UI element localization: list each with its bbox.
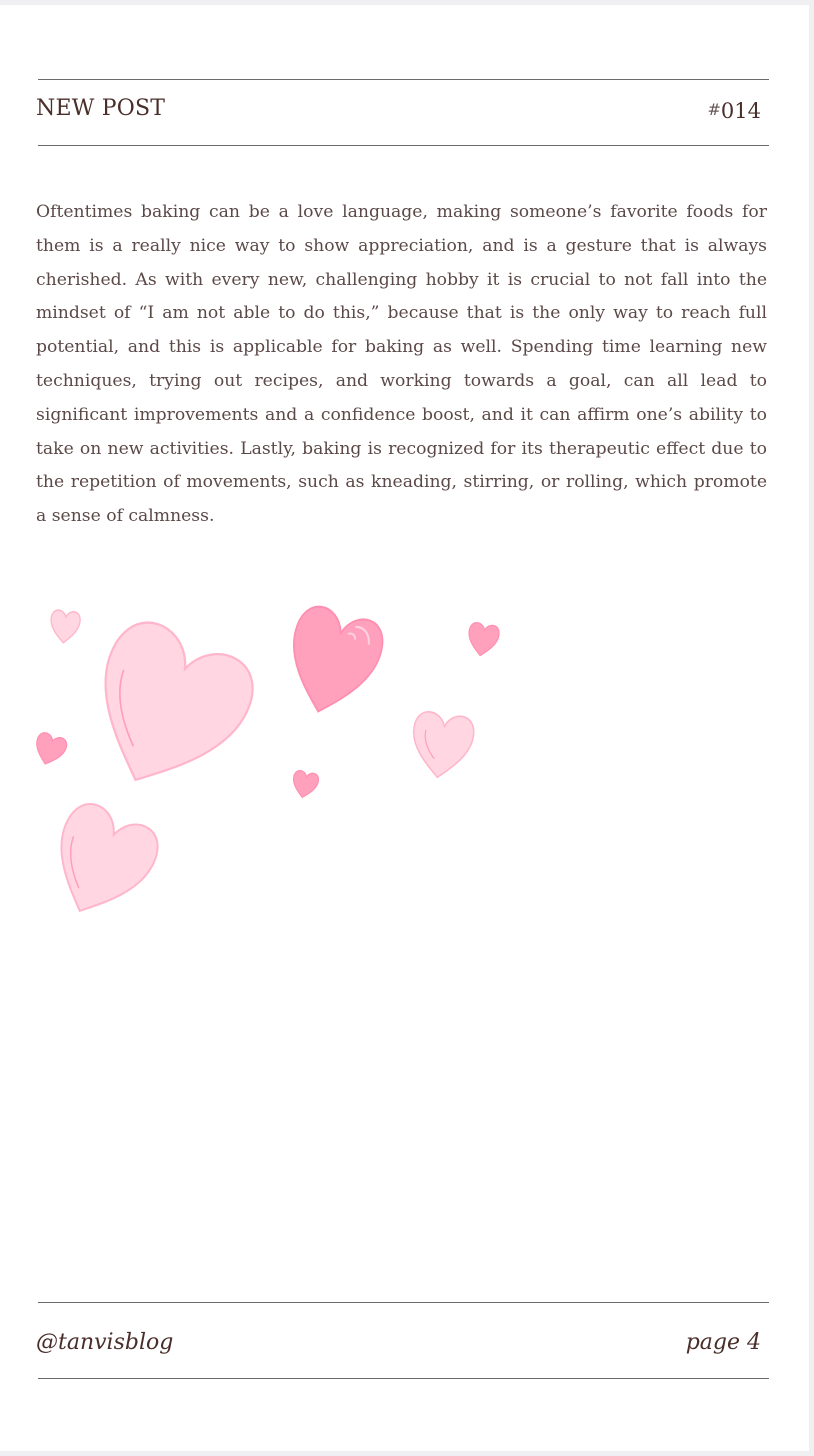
heart-icon-small-left [31,731,69,769]
blog-handle: @tanvisblog [36,1330,174,1355]
page-number: page 4 [685,1330,761,1355]
hearts-cluster-icon [0,5,809,1451]
heart-icon-small-center [290,769,320,800]
blog-page [0,5,809,1451]
article-body: Oftentimes baking can be a love language, making someone’s favorite foods for them is a really nice way to show appreciation, and is a gesture that is always cherished. As with every new, challenging hobby it is crucial to not fall into the mindset of “I am not able to do this,” because that is the only way to reach full potential, and this is applicable for baking as well. Spending time learning new techniques, trying out recipes, and working towards a goal, can all lead to significant improvements and a confidence boost, and it can affirm one’s ability to take on new activities. Lastly, baking is recognized for its therapeutic effect due to the repetition of movements, such as kneading, stirring, or rolling, which promote a sense of calmness. [36,202,767,527]
heart-icon-bright [276,602,389,724]
footer-top-rule [38,1302,769,1303]
heart-icon-medium [408,710,476,782]
post-number-value: 014 [720,99,761,123]
heart-icon-small-top-right [465,622,500,659]
footer-bottom-rule [38,1378,769,1379]
post-label: NEW POST [36,96,166,121]
heart-icon-small-top-left [49,609,81,644]
heart-icon-bottom [36,797,166,931]
heart-icon-large [68,611,265,810]
post-number-hash: # [707,100,721,119]
